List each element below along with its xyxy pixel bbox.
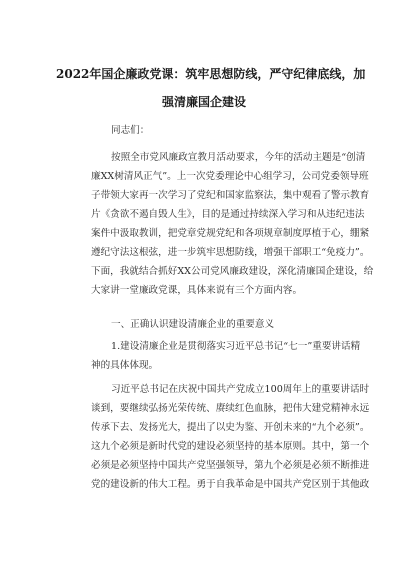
subsection-heading-cont: 神的具体体现。 [91,360,159,371]
body-line: 党的建设新的伟大工程。勇于自我革命是中国共产党区别于其他政 [91,479,370,490]
body-line: 谈到，要继续弘扬光荣传统、赓续红色血脉，把伟大建党精神永远 [91,403,370,414]
body-line: 必须是必须坚持中国共产党坚强领导，第九个必须是必须不断推进 [91,460,370,471]
body-line: 片《贪欲不遏自毁人生》，目的是通过持续深入学习和从违纪违法 [91,209,365,220]
body-line: 子带领大家再一次学习了党纪和国家监察法，集中观看了警示教育 [91,190,370,201]
body-line: 大家讲一堂廉政党课，具体来说有三个方面内容。 [91,285,303,296]
body-line: 案件中汲取教训，把党章党规党纪和各项规章制度厚植于心，绷紧 [91,228,370,239]
body-line: 下面，我就结合抓好XX公司党风廉政建设，深化清廉国企建设，给 [91,266,374,277]
section-heading: 一、正确认识建设清廉企业的重要意义 [111,319,275,330]
body-line: 廉XX树清风正气”。上一次党委理论中心组学习，公司党委领导班 [91,171,369,182]
salutation: 同志们： [111,125,150,136]
body-line: 按照全市党风廉政宣教月活动要求，今年的活动主题是“创清 [111,152,366,163]
subsection-heading: 1.建设清廉企业是贯彻落实习近平总书记“七一”重要讲话精 [111,341,361,352]
body-line: 遵纪守法这根弦，进一步筑牢思想防线，增强干部职工“免疫力”。 [91,247,370,258]
body-line: 这九个必须是新时代党的建设必须坚持的基本原则。其中，第一个 [91,441,370,452]
body-line: 传承下去、发扬光大，提出了以史为鉴、开创未来的“九个必须”。 [91,422,370,433]
document-title-line-1: 2022年国企廉政党课：筑牢思想防线，严守纪律底线，加 [56,67,366,81]
body-line: 习近平总书记在庆祝中国共产党成立100周年上的重要讲话时 [111,384,370,395]
document-title-line-2: 强清廉国企建设 [161,95,246,109]
